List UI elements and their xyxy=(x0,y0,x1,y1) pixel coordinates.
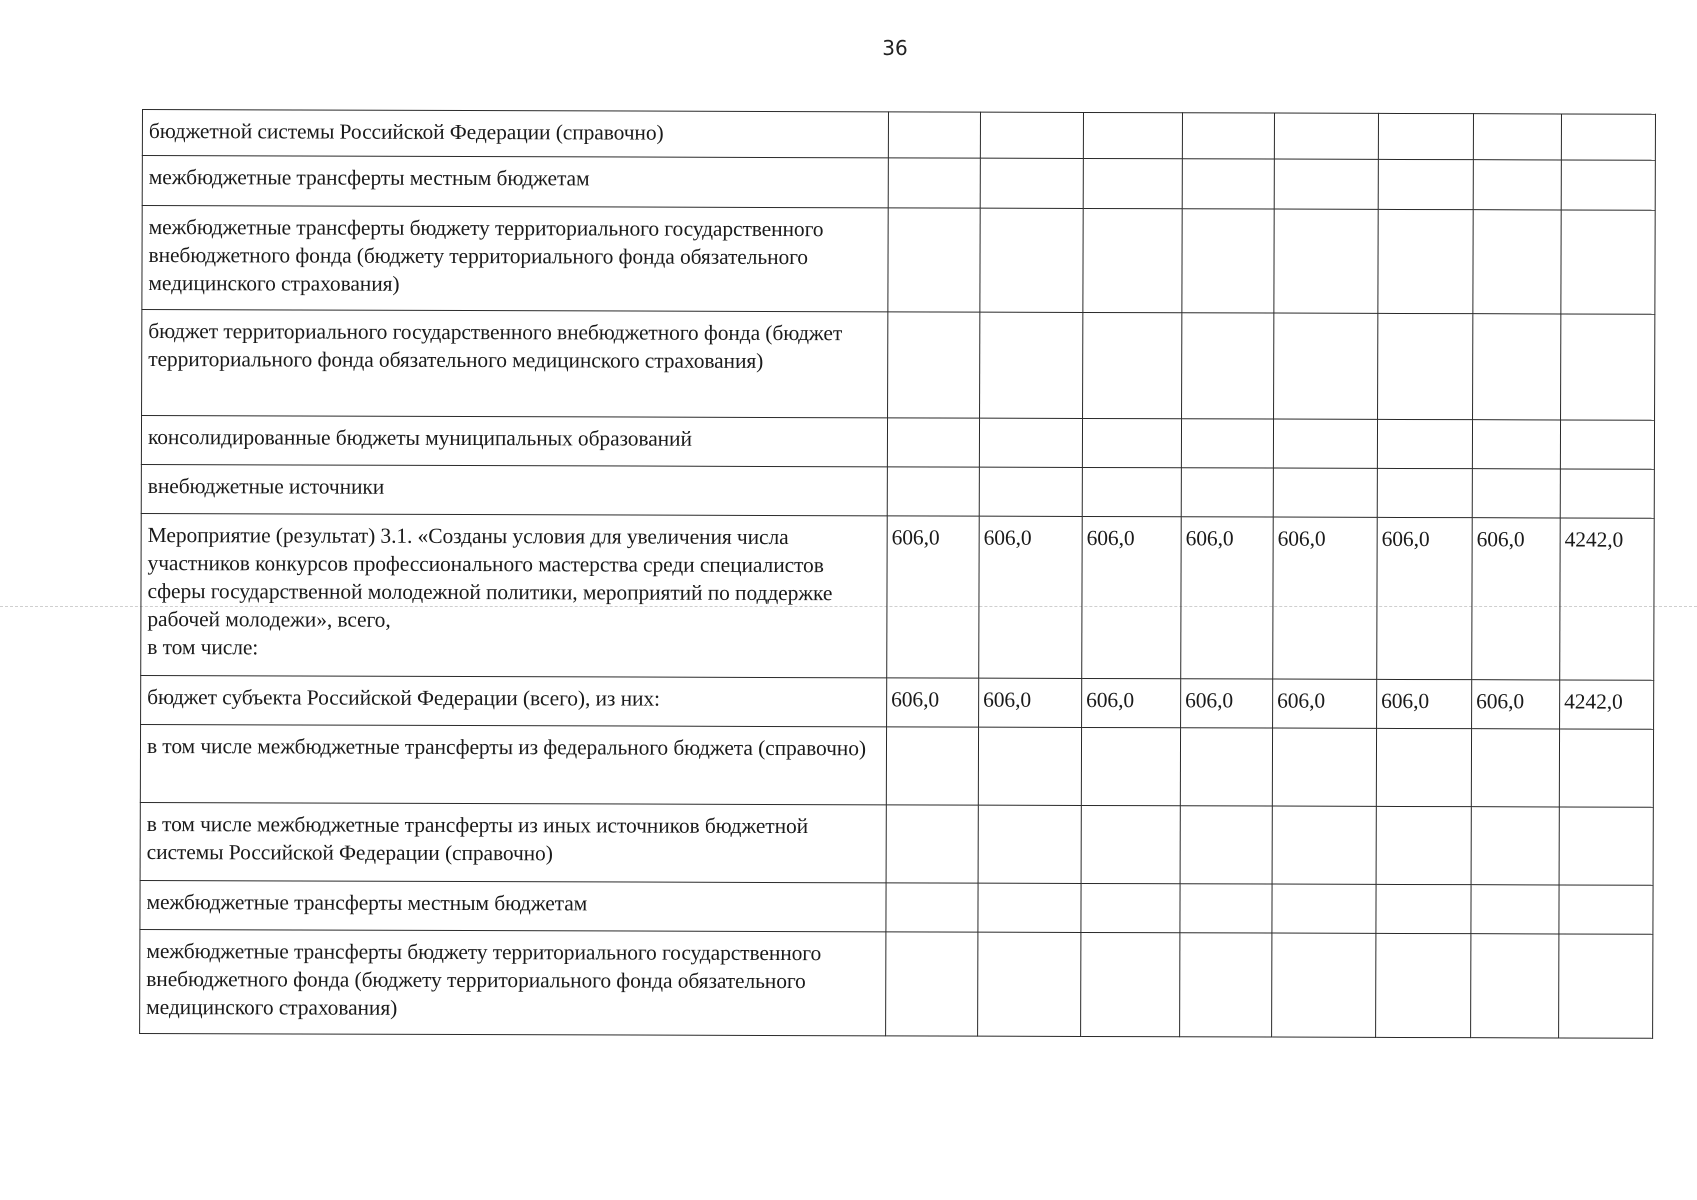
table-row xyxy=(142,156,1655,211)
value-cell xyxy=(978,883,1081,932)
value-cell: 606,0 xyxy=(1377,679,1472,728)
value-cell xyxy=(1083,158,1182,208)
row-label: межбюджетные трансферты местным бюджетам xyxy=(142,156,888,208)
value-cell: 606,0 xyxy=(1181,679,1273,728)
value-cell xyxy=(1181,419,1273,468)
total-cell xyxy=(1560,469,1654,518)
value-cell xyxy=(1180,728,1272,806)
row-label: межбюджетные трансферты местным бюджетам xyxy=(140,880,886,931)
value-cell: 606,0 xyxy=(1472,518,1561,680)
total-cell xyxy=(1561,160,1655,210)
value-cell xyxy=(1180,806,1272,884)
total-cell xyxy=(1559,729,1653,807)
value-cell xyxy=(979,418,1082,467)
value-cell xyxy=(978,805,1081,883)
total-cell xyxy=(1560,420,1654,469)
value-cell xyxy=(1376,933,1471,1037)
value-cell xyxy=(888,312,980,418)
value-cell xyxy=(1472,469,1560,518)
row-label-text: Мероприятие (результат) 3.1. «Созданы условия для увеличения числа участников конкурсов профессионального мастерства среди специалистов сферы государственной молодежной политики, мероприятий по поддержке рабочей молодежи», всего, xyxy=(147,523,833,632)
value-cell: 606,0 xyxy=(1273,517,1378,679)
value-cell xyxy=(886,883,978,932)
value-cell xyxy=(1273,419,1377,468)
total-cell xyxy=(1559,885,1653,934)
row-label xyxy=(141,513,888,677)
value-cell: 606,0 xyxy=(1181,517,1274,679)
budget-table xyxy=(139,109,1656,1039)
value-cell xyxy=(1378,313,1473,419)
row-label: бюджет субъекта Российской Федерации (всего), из них: xyxy=(141,675,887,726)
value-cell xyxy=(1180,884,1272,933)
value-cell xyxy=(1081,727,1180,805)
value-cell xyxy=(1376,728,1471,806)
table-row xyxy=(140,880,1653,934)
value-cell: 606,0 xyxy=(887,678,979,727)
value-cell xyxy=(887,467,979,516)
value-cell xyxy=(980,158,1083,208)
value-cell xyxy=(979,467,1082,516)
value-cell xyxy=(978,932,1081,1036)
value-cell xyxy=(1274,159,1378,209)
value-cell xyxy=(888,158,980,208)
value-cell xyxy=(1081,883,1180,932)
row-label-continuation: в том числе: xyxy=(147,635,259,660)
value-cell xyxy=(980,112,1083,158)
row-label: в том числе межбюджетные трансферты из иных источников бюджетной системы Российской Федерации (справочно) xyxy=(140,802,886,882)
value-cell xyxy=(886,932,978,1036)
total-cell xyxy=(1561,114,1655,160)
table-row xyxy=(140,929,1653,1038)
total-cell xyxy=(1559,807,1653,885)
value-cell xyxy=(1378,159,1473,209)
value-cell xyxy=(980,208,1083,312)
value-cell xyxy=(1473,160,1561,210)
total-cell xyxy=(1561,314,1655,420)
value-cell xyxy=(1272,884,1376,933)
document-sheet xyxy=(139,109,1655,1039)
table-row xyxy=(141,675,1654,729)
value-cell xyxy=(1083,312,1182,418)
value-cell xyxy=(1182,313,1274,419)
value-cell: 606,0 xyxy=(1082,516,1182,678)
value-cell xyxy=(1083,112,1182,158)
value-cell xyxy=(886,805,978,883)
value-cell xyxy=(1081,932,1180,1036)
value-cell xyxy=(888,112,980,158)
value-cell xyxy=(1473,210,1561,314)
value-cell xyxy=(1272,728,1376,806)
value-cell xyxy=(888,208,980,312)
total-cell: 4242,0 xyxy=(1560,518,1655,680)
value-cell xyxy=(1272,933,1376,1037)
value-cell xyxy=(887,418,979,467)
value-cell: 606,0 xyxy=(1273,679,1377,728)
row-label: консолидированные бюджеты муниципальных образований xyxy=(141,416,887,467)
value-cell xyxy=(1473,314,1561,420)
value-cell xyxy=(1377,419,1472,468)
value-cell xyxy=(1471,885,1559,934)
total-cell xyxy=(1561,210,1655,314)
table-row xyxy=(141,513,1655,680)
value-cell xyxy=(1377,468,1472,517)
row-label: бюджетной системы Российской Федерации (справочно) xyxy=(142,110,888,158)
value-cell: 606,0 xyxy=(1377,517,1473,679)
page-number: 36 xyxy=(882,36,908,60)
row-label: внебюджетные источники xyxy=(141,464,887,515)
value-cell: 606,0 xyxy=(1472,680,1560,729)
value-cell xyxy=(1376,806,1471,884)
row-label: межбюджетные трансферты бюджету территориального государственного внебюджетного фонда (бюджету территориального фонда обязательного медицинского страхования) xyxy=(140,929,886,1035)
table-row xyxy=(141,464,1654,518)
value-cell xyxy=(1274,313,1378,419)
value-cell xyxy=(1274,209,1378,313)
value-cell xyxy=(1272,806,1376,884)
value-cell xyxy=(1182,209,1274,313)
value-cell xyxy=(1378,209,1473,313)
total-cell xyxy=(1559,934,1653,1038)
value-cell xyxy=(1378,113,1473,159)
value-cell xyxy=(1081,805,1180,883)
value-cell xyxy=(1472,420,1560,469)
row-label: в том числе межбюджетные трансферты из федерального бюджета (справочно) xyxy=(140,724,886,804)
value-cell xyxy=(980,312,1083,418)
value-cell: 606,0 xyxy=(979,678,1082,727)
row-label: межбюджетные трансферты бюджету территориального государственного внебюджетного фонда (бюджету территориального фонда обязательного медицинского страхования) xyxy=(142,206,888,312)
value-cell: 606,0 xyxy=(1082,678,1181,727)
table-row xyxy=(141,416,1654,470)
value-cell: 606,0 xyxy=(979,516,1083,678)
value-cell xyxy=(1182,113,1274,159)
value-cell xyxy=(1471,729,1559,807)
value-cell xyxy=(1274,113,1378,159)
row-label: бюджет территориального государственного внебюджетного фонда (бюджет территориального фонда обязательного медицинского страхования) xyxy=(142,310,888,418)
value-cell xyxy=(1180,933,1272,1037)
value-cell xyxy=(1473,114,1561,160)
value-cell xyxy=(1082,418,1181,467)
value-cell xyxy=(1083,208,1182,312)
value-cell xyxy=(1182,159,1274,209)
value-cell xyxy=(1082,467,1181,516)
value-cell xyxy=(1181,468,1273,517)
value-cell xyxy=(1471,807,1559,885)
table-row xyxy=(140,724,1653,807)
table-row xyxy=(140,802,1653,885)
value-cell xyxy=(886,727,978,805)
value-cell xyxy=(1273,468,1377,517)
table-row xyxy=(142,206,1655,315)
value-cell xyxy=(1471,934,1559,1038)
table-row xyxy=(142,310,1655,421)
value-cell xyxy=(978,727,1081,805)
value-cell xyxy=(1376,884,1471,933)
table-row xyxy=(142,110,1655,161)
value-cell: 606,0 xyxy=(887,516,980,678)
total-cell: 4242,0 xyxy=(1560,680,1654,729)
